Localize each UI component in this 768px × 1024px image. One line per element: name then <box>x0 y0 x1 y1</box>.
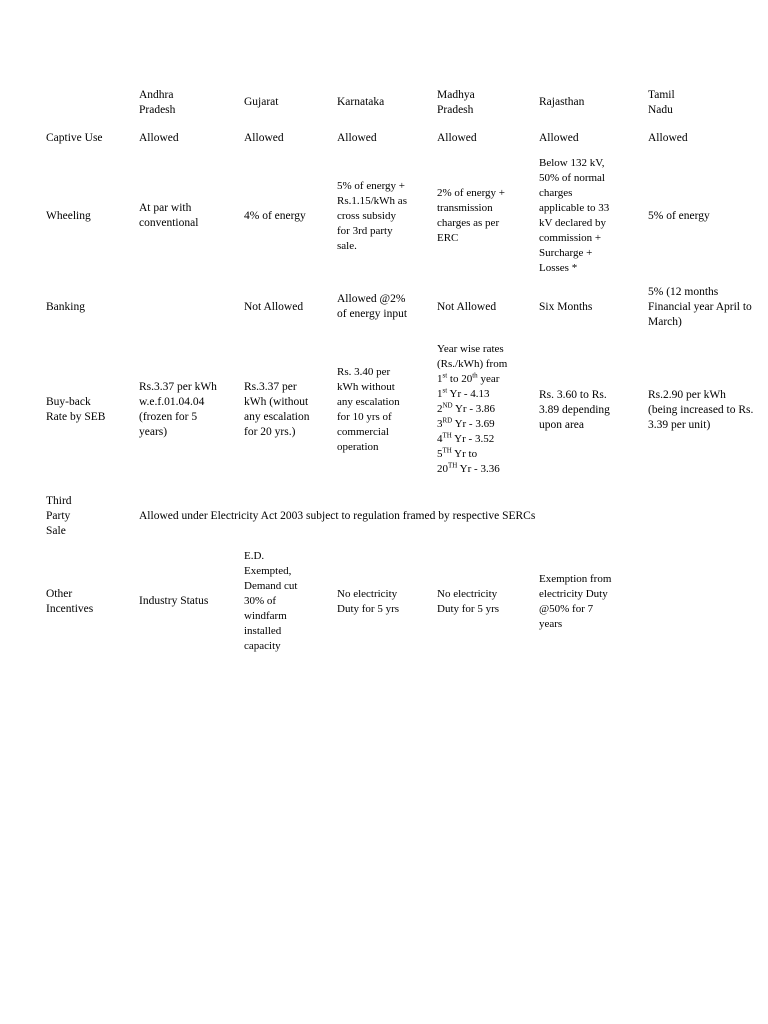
table-cell: Below 132 kV, 50% of normal charges applicable to 33 kV declared by commission + Surcharge + Losses * <box>539 157 610 274</box>
mp-year-rate: 3RD Yr - 3.69 <box>437 416 495 430</box>
table-cell: Allowed <box>648 132 688 144</box>
table-cell: Six Months <box>539 301 593 313</box>
row-label: Banking <box>46 301 85 313</box>
column-header: Gujarat <box>244 96 279 108</box>
row-label: Wheeling <box>46 209 91 222</box>
table-cell: Rs.2.90 per kWh (being increased to Rs. 3.39 per unit) <box>648 389 754 431</box>
column-header: Rajasthan <box>539 96 585 108</box>
mp-year-rate: 5TH Yr to <box>437 446 478 460</box>
column-header: Andhra Pradesh <box>139 89 176 116</box>
column-header: Madhya Pradesh <box>437 89 475 116</box>
table-cell: Rs.3.37 per kWh w.e.f.01.04.04 (frozen for 5 years) <box>139 381 217 438</box>
table-cell: Not Allowed <box>244 301 304 313</box>
table-cell: Rs. 3.60 to Rs. 3.89 depending upon area <box>539 389 610 431</box>
table-cell: Allowed <box>539 132 579 144</box>
table-cell: 5% of energy <box>648 209 710 222</box>
table-cell: Rs.3.37 per kWh (without any escalation for 20 yrs.) <box>244 381 310 438</box>
table-cell: Allowed <box>244 132 284 144</box>
table-cell: Rs. 3.40 per kWh without any escalation for 10 yrs of commercial operation <box>337 366 400 453</box>
mp-year-rate: 2ND Yr - 3.86 <box>437 401 495 415</box>
mp-buyback-range: 1st to 20th year <box>437 371 500 385</box>
row-label: Third Party Sale <box>46 495 72 537</box>
column-header: Tamil Nadu <box>648 89 675 116</box>
table-cell: Allowed @2% of energy input <box>337 293 408 320</box>
table-cell: 5% of energy + Rs.1.15/kWh as cross subsidy for 3rd party sale. <box>337 179 407 252</box>
mp-buyback-rates <box>437 342 507 478</box>
row-label: Other Incentives <box>46 588 94 615</box>
table-cell: 4% of energy <box>244 209 306 222</box>
table-cell: Industry Status <box>139 595 209 607</box>
mp-year-rate: 1st Yr - 4.13 <box>437 386 490 400</box>
table-cell: Not Allowed <box>437 301 497 313</box>
table-cell: No electricity Duty for 5 yrs <box>337 588 400 615</box>
table-cell: 2% of energy + transmission charges as per ERC <box>437 187 506 244</box>
row-label: Buy-back Rate by SEB <box>46 396 106 423</box>
table-cell: Allowed <box>437 132 477 144</box>
table-cell: 5% (12 months Financial year April to March) <box>648 285 752 328</box>
table-cell: Allowed <box>337 132 377 144</box>
mp-year-rate: 4TH Yr - 3.52 <box>437 431 495 445</box>
mp-buyback-intro: Year wise rates (Rs./kWh) from <box>437 343 508 370</box>
table-cell: No electricity Duty for 5 yrs <box>437 588 500 615</box>
row-label: Captive Use <box>46 132 103 144</box>
table-cell: E.D. Exempted, Demand cut 30% of windfarm installed capacity <box>244 550 298 652</box>
table-cell: At par with conventional <box>139 202 199 229</box>
column-header: Karnataka <box>337 96 385 108</box>
mp-year-rate: 20TH Yr - 3.36 <box>437 461 500 475</box>
table-cell: Allowed <box>139 132 179 144</box>
merged-cell: Allowed under Electricity Act 2003 subject to regulation framed by respective SERCs <box>139 510 536 522</box>
table-cell: Exemption from electricity Duty @50% for 7 years <box>539 573 612 630</box>
